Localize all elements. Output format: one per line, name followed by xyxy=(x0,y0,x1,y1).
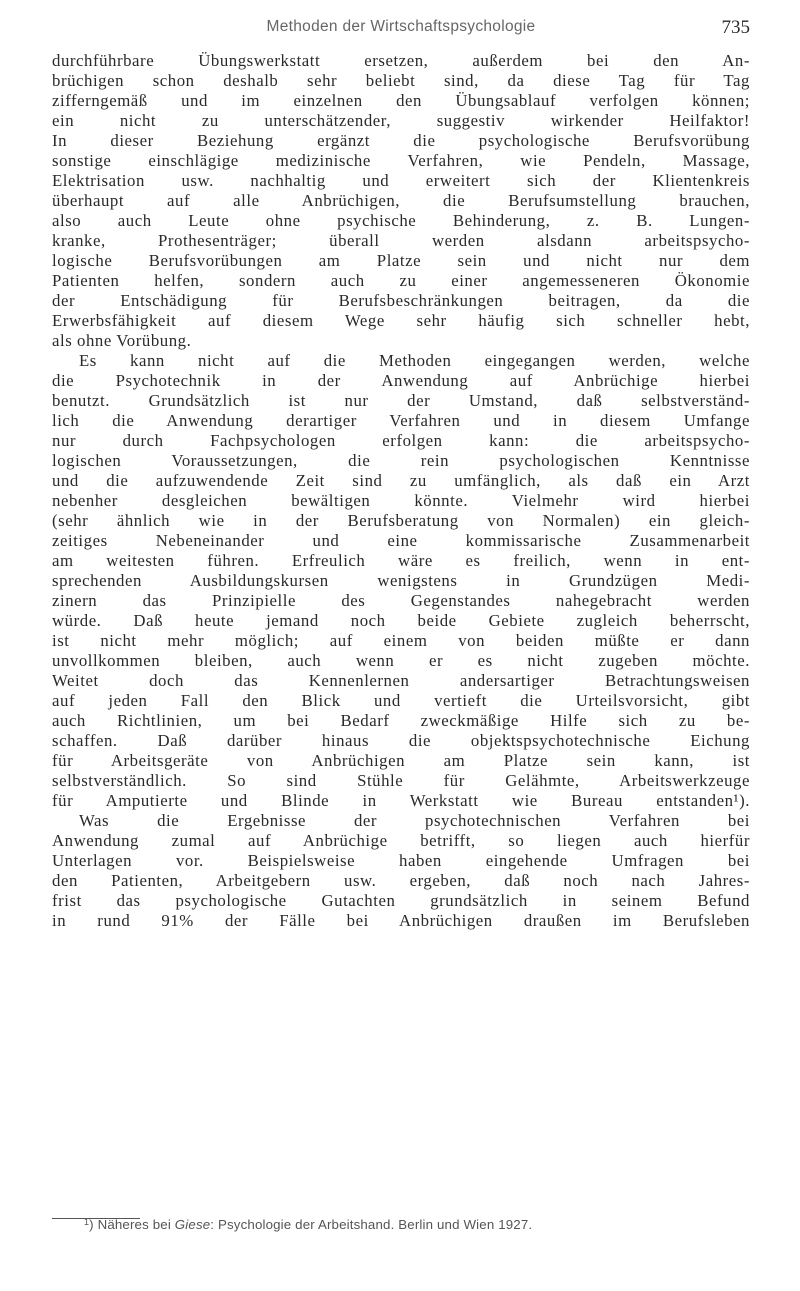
text-line: für Amputierte und Blinde in Werkstatt wie Bureau entstanden¹). xyxy=(52,791,750,810)
text-line: nebenher desgleichen bewältigen könnte. Vielmehr wird hierbei xyxy=(52,491,750,510)
text-line: also auch Leute ohne psychische Behinderung, z. B. Lungen- xyxy=(52,211,750,230)
page-number: 735 xyxy=(721,17,750,38)
text-line: In dieser Beziehung ergänzt die psychologische Berufsvorübung xyxy=(52,131,750,150)
body-text xyxy=(52,51,750,931)
text-line: benutzt. Grundsätzlich ist nur der Umstand, daß selbstverständ- xyxy=(52,391,750,410)
text-line: für Arbeitsgeräte von Anbrüchigen am Platze sein kann, ist xyxy=(52,751,750,770)
text-line: ist nicht mehr möglich; auf einem von beiden müßte er dann xyxy=(52,631,750,650)
text-line: selbstverständlich. So sind Stühle für Gelähmte, Arbeitswerkzeuge xyxy=(52,771,750,790)
text-line: nur durch Fachpsychologen erfolgen kann: die arbeitspsycho- xyxy=(52,431,750,450)
footnote-marker: 1 xyxy=(84,1217,90,1227)
text-line: Weitet doch das Kennenlernen andersartiger Betrachtungsweisen xyxy=(52,671,750,690)
text-line: unvollkommen bleiben, auch wenn er es nicht zugeben möchte. xyxy=(52,651,750,670)
text-line: Patienten helfen, sondern auch zu einer angemesseneren Ökonomie xyxy=(52,271,750,290)
text-line: Unterlagen vor. Beispielsweise haben eingehende Umfragen bei xyxy=(52,851,750,870)
footnote-author: Giese xyxy=(174,1217,211,1232)
text-line: ein nicht zu unterschätzender, suggestiv wirkender Heilfaktor! xyxy=(52,111,750,130)
text-line: Erwerbsfähigkeit auf diesem Wege sehr häufig sich schneller hebt, xyxy=(52,311,750,330)
footnote-text-after: : Psychologie der Arbeitshand. Berlin und Wien 1927. xyxy=(210,1217,533,1232)
text-line: kranke, Prothesenträger; überall werden alsdann arbeitspsycho- xyxy=(52,231,750,250)
text-line: die Psychotechnik in der Anwendung auf Anbrüchige hierbei xyxy=(52,371,750,390)
text-line: zeitiges Nebeneinander und eine kommissarische Zusammenarbeit xyxy=(52,531,750,550)
text-line: Anwendung zumal auf Anbrüchige betrifft, so liegen auch hierfür xyxy=(52,831,750,850)
footnote: $^1$) Näheres bei Giese: Psychologie der Arbeitshand. Berlin und Wien 1927. xyxy=(84,1217,533,1232)
text-line: auch Richtlinien, um bei Bedarf zweckmäßige Hilfe sich zu be- xyxy=(52,711,750,730)
page-header xyxy=(52,18,750,44)
running-title: Methoden der Wirtschaftspsychologie xyxy=(266,18,536,35)
text-line: frist das psychologische Gutachten grundsätzlich in seinem Befund xyxy=(52,891,750,910)
text-line: Elektrisation usw. nachhaltig und erweitert sich der Klientenkreis xyxy=(52,171,750,190)
text-line: zifferngemäß und im einzelnen den Übungsablauf verfolgen können; xyxy=(52,91,750,110)
text-line: sonstige einschlägige medizinische Verfahren, wie Pendeln, Massage, xyxy=(52,151,750,170)
text-line: sprechenden Ausbildungskursen wenigstens in Grundzügen Medi- xyxy=(52,571,750,590)
text-line: zinern das Prinzipielle des Gegenstandes nahegebracht werden xyxy=(52,591,750,610)
footnote-text-before: Näheres bei xyxy=(97,1217,175,1232)
text-line: Was die Ergebnisse der psychotechnischen Verfahren bei xyxy=(79,811,750,830)
text-line: als ohne Vorübung. xyxy=(52,331,192,350)
text-line: und die aufzuwendende Zeit sind zu umfänglich, als daß ein Arzt xyxy=(52,471,750,490)
text-line: den Patienten, Arbeitgebern usw. ergeben, daß noch nach Jahres- xyxy=(52,871,750,890)
text-line: würde. Daß heute jemand noch beide Gebiete zugleich beherrscht, xyxy=(52,611,750,630)
text-line: durchführbare Übungswerkstatt ersetzen, außerdem bei den An- xyxy=(52,51,750,70)
text-line: überhaupt auf alle Anbrüchigen, die Berufsumstellung brauchen, xyxy=(52,191,750,210)
text-line: der Entschädigung für Berufsbeschränkungen beitragen, da die xyxy=(52,291,750,310)
text-line: Es kann nicht auf die Methoden eingegangen werden, welche xyxy=(79,351,750,370)
text-line: am weitesten führen. Erfreulich wäre es freilich, wenn in ent- xyxy=(52,551,750,570)
text-line: brüchigen schon deshalb sehr beliebt sind, da diese Tag für Tag xyxy=(52,71,750,90)
text-line: auf jeden Fall den Blick und vertieft die Urteilsvorsicht, gibt xyxy=(52,691,750,710)
text-line: schaffen. Daß darüber hinaus die objektspsychotechnische Eichung xyxy=(52,731,750,750)
text-line: (sehr ähnlich wie in der Berufsberatung von Normalen) ein gleich- xyxy=(52,511,750,530)
text-line: in rund 91% der Fälle bei Anbrüchigen draußen im Berufsleben xyxy=(52,911,750,930)
text-line: logische Berufsvorübungen am Platze sein und nicht nur dem xyxy=(52,251,750,270)
text-line: lich die Anwendung derartiger Verfahren und in diesem Umfange xyxy=(52,411,750,430)
text-line: logischen Voraussetzungen, die rein psychologischen Kenntnisse xyxy=(52,451,750,470)
